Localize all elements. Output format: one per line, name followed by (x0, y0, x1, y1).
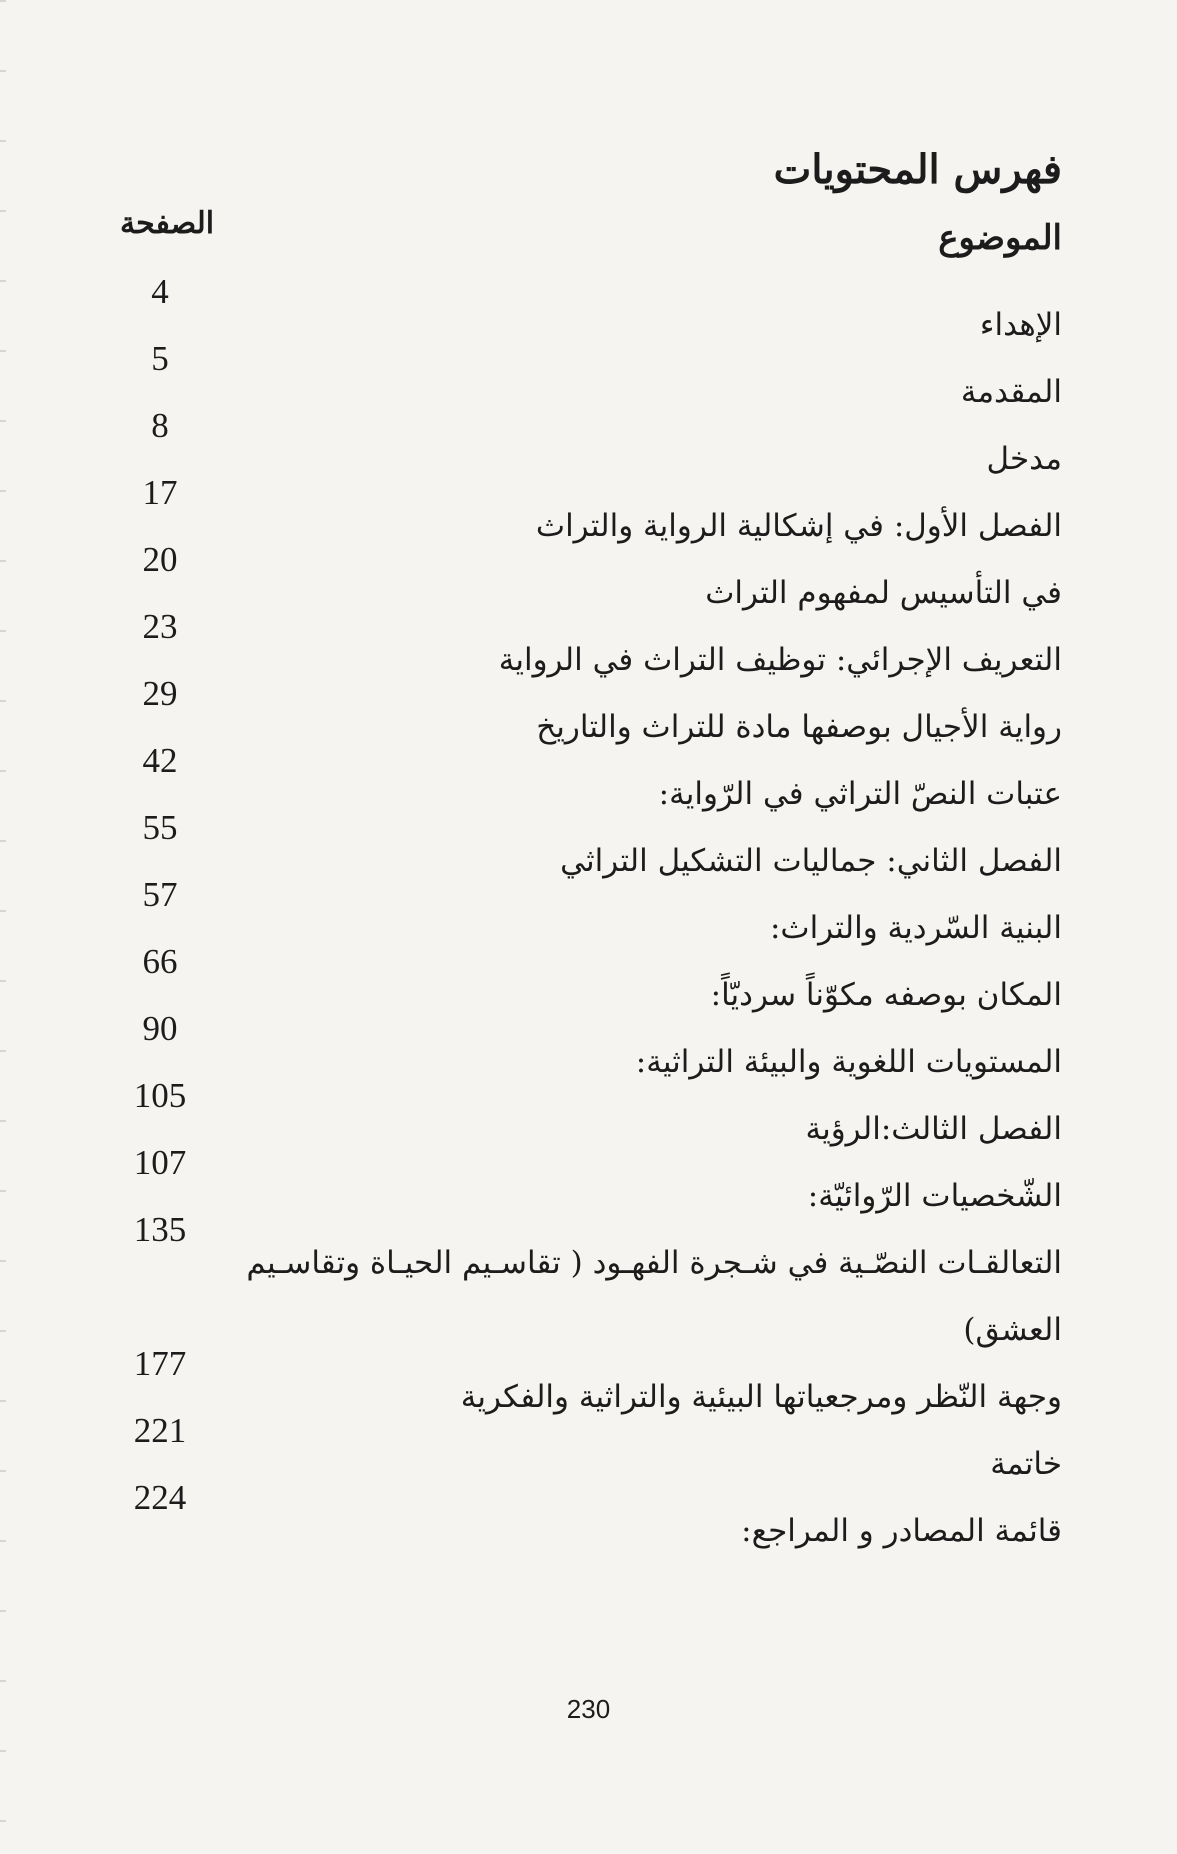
toc-entry-title: قائمة المصادر و المراجع: (741, 1513, 1062, 1549)
toc-entry-title: التعريف الإجرائي: توظيف التراث في الرواية (498, 642, 1062, 678)
toc-entry (110, 406, 1062, 477)
toc-entry (110, 808, 1062, 879)
toc-entry-page: 66 (142, 942, 178, 981)
toc-entry (110, 1344, 1062, 1415)
toc-entry-title: مدخل (986, 441, 1062, 477)
toc-entry (110, 272, 1062, 343)
toc-entry-page: 8 (151, 406, 169, 445)
toc-entries (110, 272, 1062, 1549)
topic-column-header: الموضوع (938, 218, 1062, 258)
toc-entry-page: 4 (151, 272, 169, 311)
page-title: فهرس المحتويات (773, 146, 1062, 193)
toc-entry (110, 674, 1062, 745)
toc-entry-title: في التأسيس لمفهوم التراث (705, 575, 1062, 611)
toc-entry (110, 741, 1062, 812)
toc-entry-title: الإهداء (979, 307, 1062, 343)
toc-entry-title: الفصل الأول: في إشكالية الرواية والتراث (535, 508, 1062, 544)
toc-header-row (110, 206, 1062, 264)
toc-entry-title: رواية الأجيال بوصفها مادة للتراث والتاريخ (536, 709, 1062, 745)
toc-entry (110, 473, 1062, 544)
toc-entry (110, 540, 1062, 611)
toc-entry-page: 224 (133, 1478, 187, 1517)
toc-entry-title: وجهة النّظر ومرجعياتها البيئية والتراثية والفكرية (460, 1379, 1062, 1415)
toc-entry (110, 1009, 1062, 1080)
page-column-header: الصفحة (120, 206, 215, 241)
toc-entry-page: 57 (142, 875, 178, 914)
toc-entry-title: خاتمة (990, 1446, 1062, 1482)
toc-entry-title: التعالقـات النصّـية في شـجرة الفهـود ( تقاسـيم الحيـاة وتقاسـيم العشق) (246, 1245, 1062, 1348)
toc-entry-page: 135 (133, 1210, 187, 1249)
toc-entry (110, 1143, 1062, 1214)
toc-entry-title: المقدمة (960, 374, 1062, 410)
toc-entry (110, 1478, 1062, 1549)
toc-entry-title: الفصل الثالث:الرؤية (805, 1111, 1062, 1147)
toc-entry-title: البنية السّردية والتراث: (769, 910, 1062, 946)
toc-entry (110, 875, 1062, 946)
toc-entry-page: 23 (142, 607, 178, 646)
toc-entry (110, 942, 1062, 1013)
toc-entry-page: 55 (142, 808, 178, 847)
toc-entry-page: 17 (142, 473, 178, 512)
toc-entry (110, 1411, 1062, 1482)
page-number: 230 (566, 1694, 611, 1724)
toc-entry-title: المكان بوصفه مكوّناً سرديّاً: (710, 977, 1062, 1013)
toc-entry-page: 221 (133, 1411, 187, 1450)
toc-entry-page: 42 (142, 741, 178, 780)
toc-entry (110, 339, 1062, 410)
toc-entry-page: 20 (142, 540, 178, 579)
toc-entry-page: 29 (142, 674, 178, 713)
toc-entry-title: المستويات اللغوية والبيئة التراثية: (635, 1044, 1062, 1080)
toc-entry-page: 5 (151, 339, 169, 378)
toc-entry-title: عتبات النصّ التراثي في الرّواية: (658, 776, 1062, 812)
toc-entry (110, 1076, 1062, 1147)
page-edge (0, 0, 6, 1854)
toc-entry-page: 90 (142, 1009, 178, 1048)
toc-entry-page: 177 (133, 1344, 187, 1383)
toc-entry-title: الشّخصيات الرّوائيّة: (807, 1178, 1062, 1214)
toc-entry-title: الفصل الثاني: جماليات التشكيل التراثي (560, 843, 1062, 879)
toc-entry (110, 1210, 1062, 1348)
toc-entry-page: 105 (133, 1076, 187, 1115)
toc-entry-page: 107 (133, 1143, 187, 1182)
toc-entry (110, 607, 1062, 678)
